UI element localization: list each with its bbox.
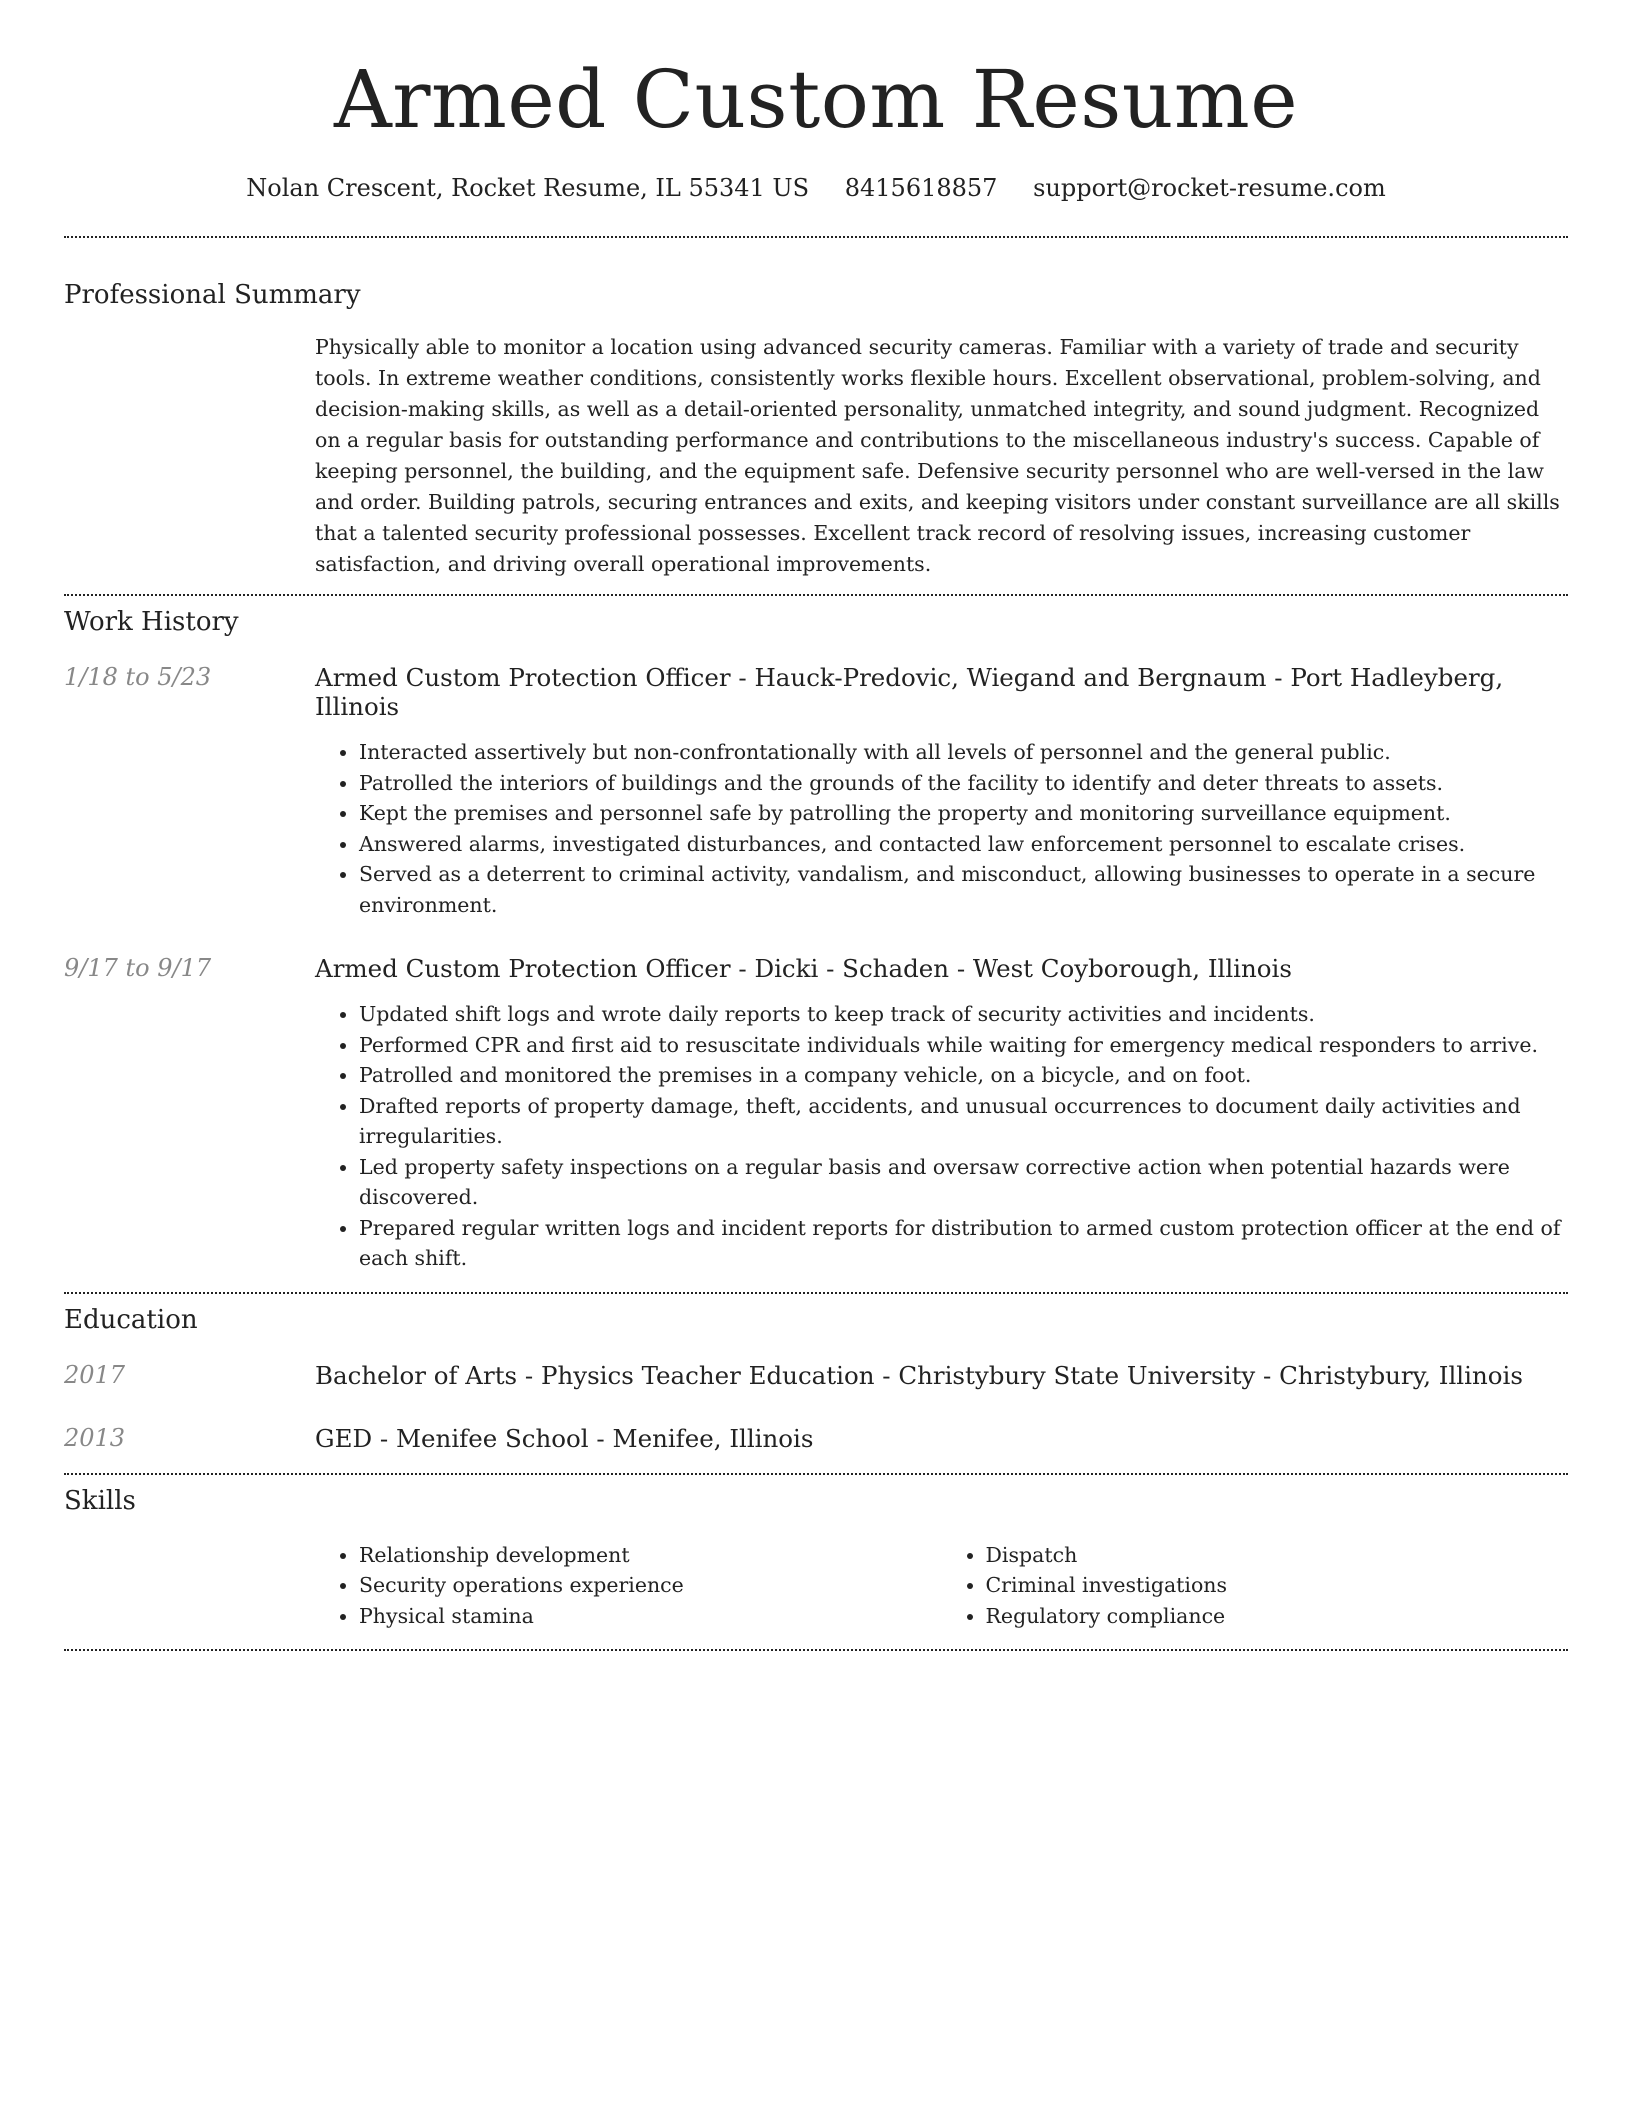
education-heading: Bachelor of Arts - Physics Teacher Education - Christybury State University - Christybury, Illinois bbox=[315, 1360, 1523, 1390]
job-heading: Armed Custom Protection Officer - Hauck-Predovic, Wiegand and Bergnaum - Port Hadleyberg, Illinois bbox=[315, 663, 1504, 721]
list-item: • Kept the premises and personnel safe by patrolling the property and monitoring surveillance equipment. bbox=[359, 798, 1568, 829]
education-year: 2017 bbox=[64, 1360, 126, 1389]
divider bbox=[64, 594, 1568, 596]
skills-row bbox=[64, 1540, 1568, 1632]
job-entry bbox=[64, 954, 1568, 1274]
list-item: • Physical stamina bbox=[359, 1601, 942, 1632]
section-title-education: Education bbox=[64, 1304, 198, 1335]
education-entry bbox=[64, 1361, 1568, 1390]
education-entry bbox=[64, 1424, 1568, 1453]
contact-line bbox=[64, 174, 1568, 202]
divider bbox=[64, 1473, 1568, 1475]
list-item: • Drafted reports of property damage, theft, accidents, and unusual occurrences to document daily activities and irregularities. bbox=[359, 1091, 1568, 1152]
list-item: • Criminal investigations bbox=[986, 1570, 1569, 1601]
list-item: • Patrolled and monitored the premises in a company vehicle, on a bicycle, and on foot. bbox=[359, 1060, 1568, 1091]
contact-email: support@rocket-resume.com bbox=[1033, 174, 1386, 202]
list-item: • Interacted assertively but non-confrontationally with all levels of personnel and the general public. bbox=[359, 737, 1568, 768]
education-heading: GED - Menifee School - Menifee, Illinois bbox=[315, 1423, 814, 1453]
skills-spacer bbox=[64, 1540, 315, 1632]
contact-address: Nolan Crescent, Rocket Resume, IL 55341 US bbox=[246, 174, 810, 202]
section-title-summary: Professional Summary bbox=[64, 280, 361, 310]
skills-list-right bbox=[942, 1540, 1569, 1632]
list-item: • Led property safety inspections on a regular basis and oversaw corrective action when potential hazards were discovered. bbox=[359, 1152, 1568, 1213]
list-item: • Performed CPR and first aid to resuscitate individuals while waiting for emergency medical responders to arrive. bbox=[359, 1030, 1568, 1061]
section-title-work: Work History bbox=[64, 607, 239, 637]
job-heading: Armed Custom Protection Officer - Dicki - Schaden - West Coyborough, Illinois bbox=[315, 954, 1292, 983]
list-item: • Updated shift logs and wrote daily reports to keep track of security activities and incidents. bbox=[359, 999, 1568, 1030]
skills-list-left bbox=[315, 1540, 942, 1632]
list-item: • Relationship development bbox=[359, 1540, 942, 1571]
list-item: • Patrolled the interiors of buildings and the grounds of the facility to identify and deter threats to assets. bbox=[359, 768, 1568, 799]
divider bbox=[64, 236, 1568, 238]
summary-text: Physically able to monitor a location using advanced security cameras. Familiar with a variety of trade and security tools. In extreme weather conditions, consistently works flexible hours. Excellent observational, problem-solving, and decision-making skills, as well as a detail-oriented personality, unmatched integrity, and sound judgment. Recognized on a regular basis for outstanding performance and contributions to the miscellaneous industry's success. Capable of keeping personnel, the building, and the equipment safe. Defensive security personnel who are well-versed in the law and order. Building patrols, securing entrances and exits, and keeping visitors under constant surveillance are all skills that a talented security professional possesses. Excellent track record of resolving issues, increasing customer satisfaction, and driving overall operational improvements. bbox=[315, 335, 1560, 576]
resume-name: Armed Custom Resume bbox=[333, 53, 1299, 146]
job-entry bbox=[64, 663, 1568, 920]
list-item: • Regulatory compliance bbox=[986, 1601, 1569, 1632]
section-title-skills: Skills bbox=[64, 1485, 136, 1516]
list-item: • Answered alarms, investigated disturbances, and contacted law enforcement personnel to escalate crises. bbox=[359, 829, 1568, 860]
contact-phone: 8415618857 bbox=[844, 174, 998, 202]
job-bullets bbox=[315, 999, 1568, 1274]
job-bullets bbox=[315, 737, 1568, 920]
divider bbox=[64, 1649, 1568, 1651]
summary-spacer bbox=[64, 332, 315, 580]
job-dates: 9/17 to 9/17 bbox=[64, 954, 212, 982]
list-item: • Prepared regular written logs and incident reports for distribution to armed custom protection officer at the end of each shift. bbox=[359, 1213, 1568, 1274]
list-item: • Security operations experience bbox=[359, 1570, 942, 1601]
list-item: • Dispatch bbox=[986, 1540, 1569, 1571]
job-dates: 1/18 to 5/23 bbox=[64, 663, 212, 691]
skills-columns bbox=[315, 1540, 1568, 1632]
divider bbox=[64, 1292, 1568, 1294]
education-year: 2013 bbox=[64, 1423, 126, 1452]
summary-row bbox=[64, 332, 1568, 580]
list-item: • Served as a deterrent to criminal activity, vandalism, and misconduct, allowing businesses to operate in a secure environment. bbox=[359, 859, 1568, 920]
